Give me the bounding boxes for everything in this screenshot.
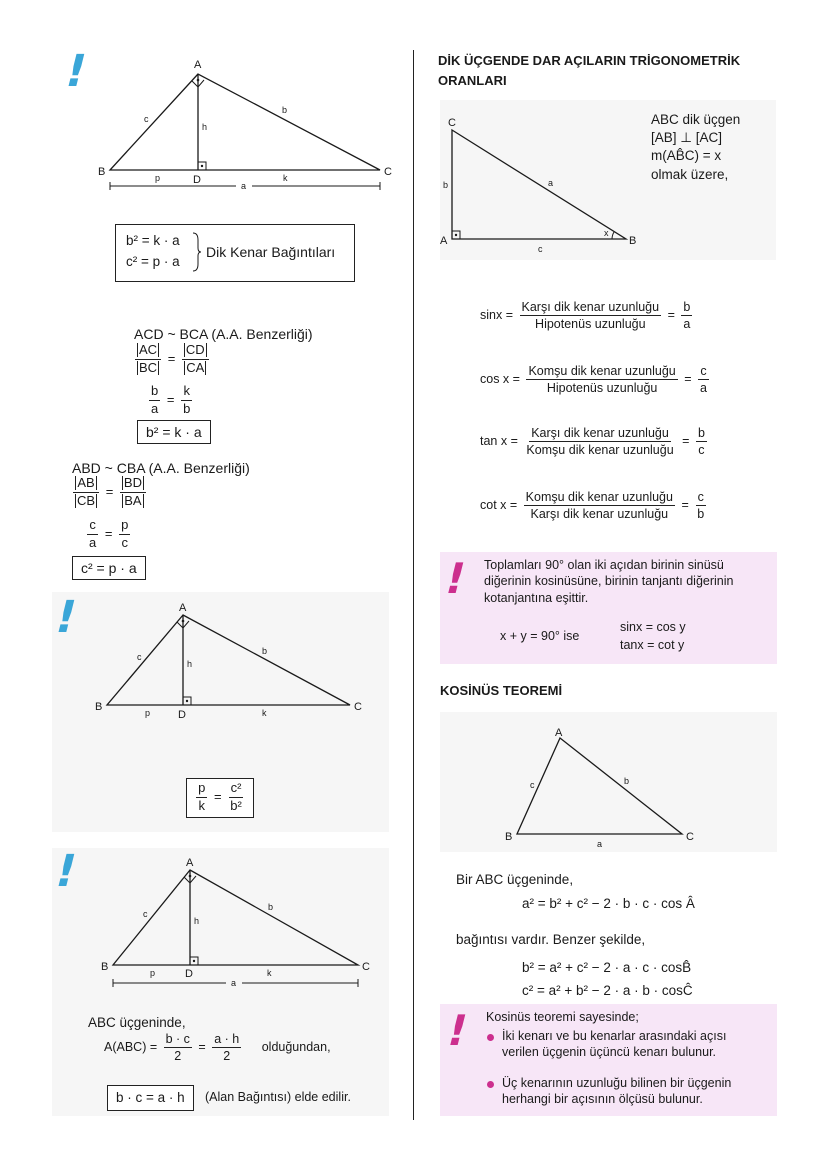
trig-rd: c xyxy=(698,443,705,458)
note-line: Toplamları 90° olan iki açıdan birinin sinüsü xyxy=(484,558,724,572)
bullet-line: İki kenarı ve bu kenarlar arasındaki açısı xyxy=(502,1029,727,1043)
frac-two: 2 xyxy=(223,1049,231,1064)
area-lhs: A(ABC) = xyxy=(104,1040,158,1055)
side-c: c xyxy=(144,114,149,124)
exclamation-icon: ! xyxy=(49,846,83,897)
segment-k: k xyxy=(283,173,288,183)
segment-p: p xyxy=(155,173,161,183)
area-intro: ABC üçgeninde, xyxy=(88,1015,186,1030)
cosine-formula-c: c² = a² + b² − 2 · a · b · cosĈ xyxy=(522,983,693,998)
vertex-c: C xyxy=(448,117,456,129)
side-b: b xyxy=(624,776,630,786)
equals-sign: = xyxy=(682,434,690,449)
bullet-line: Üç kenarının uzunluğu bilinen bir üçgenin xyxy=(502,1076,732,1090)
trig-rd: a xyxy=(700,381,707,396)
given-line: olmak üzere, xyxy=(651,166,729,182)
area-formula xyxy=(104,1032,331,1064)
vertex-a: A xyxy=(179,602,187,614)
equals-sign: = xyxy=(166,391,175,407)
vertex-d: D xyxy=(178,709,186,721)
frac-c-squared: c² xyxy=(229,781,244,798)
cosine-formula-a: a² = b² + c² − 2 · b · c · cos Â xyxy=(522,896,695,911)
trig-rn: c xyxy=(698,364,708,380)
vertex-b: B xyxy=(505,831,513,843)
frac-two: 2 xyxy=(174,1049,182,1064)
trig-rn: b xyxy=(696,426,707,442)
vertex-d: D xyxy=(193,174,201,186)
equals-sign: = xyxy=(198,1040,206,1055)
ratio-bd: BD xyxy=(123,475,142,490)
segment-p: p xyxy=(150,968,156,978)
note2-bullet-2 xyxy=(502,1075,731,1108)
frac-c2: c xyxy=(121,534,128,550)
vertex-c: C xyxy=(686,831,694,843)
equals-sign: = xyxy=(214,788,222,804)
equals-sign: = xyxy=(667,308,675,323)
vertex-a: A xyxy=(194,59,202,71)
frac-p: p xyxy=(196,781,207,798)
note-line: kotanjantına eşittir. xyxy=(484,590,589,605)
similarity-title-2: ABD ~ CBA (A.A. Benzerliği) xyxy=(72,460,250,476)
frac-ah: a · h xyxy=(212,1032,241,1048)
trig-fn: tan x = xyxy=(480,434,518,449)
note2-bullet-1 xyxy=(502,1028,726,1061)
cosine-formula-b: b² = a² + c² − 2 · a · c · cosB̂ xyxy=(522,960,692,975)
note-line: diğerinin kosinüsüne, birinin tanjantı diğerinin xyxy=(484,574,734,589)
note-condition: x + y = 90° ise xyxy=(500,629,580,643)
result-box-2: c² = p · a xyxy=(72,556,146,580)
trig-section-title: DİK ÜÇGENDE DAR AÇILARIN TRİGONOMETRİK ORANLARI xyxy=(438,53,741,89)
segment-k: k xyxy=(262,708,267,718)
frac-k: k xyxy=(181,384,192,401)
angle-x: x xyxy=(604,228,609,238)
ratio-cd: CD xyxy=(185,342,205,357)
ratio-ca: CA xyxy=(186,359,205,375)
trig-den: Komşu dik kenar uzunluğu xyxy=(526,443,674,458)
frac-k: k xyxy=(198,797,206,813)
equals-sign: = xyxy=(167,350,176,366)
cosine-section-title: KOSİNÜS TEOREMİ xyxy=(440,683,563,698)
equals-sign: = xyxy=(681,498,689,513)
ratio-cb: CB xyxy=(77,492,96,508)
area-relation-note: (Alan Bağıntısı) elde edilir. xyxy=(205,1090,351,1104)
segment-p: p xyxy=(145,708,151,718)
equals-sign: = xyxy=(105,483,114,499)
segment-k: k xyxy=(267,968,272,978)
vertex-b: B xyxy=(98,166,106,178)
frac-a: a xyxy=(89,534,97,550)
height-h: h xyxy=(202,122,208,132)
cosine-middle-text: bağıntısı vardır. Benzer şekilde, xyxy=(456,932,646,947)
vertex-c: C xyxy=(362,961,370,973)
side-b: b xyxy=(282,105,288,115)
side-c: c xyxy=(137,652,142,662)
area-relation-box: b · c = a · h xyxy=(107,1085,194,1111)
relation-c-squared: c² = p · a xyxy=(126,254,180,269)
note-result-1: sinx = cos y xyxy=(620,620,686,634)
vertex-a: A xyxy=(440,235,448,247)
trig-num: Karşı dik kenar uzunluğu xyxy=(520,300,662,316)
exclamation-icon: ! xyxy=(59,46,93,97)
vertex-c: C xyxy=(384,166,392,178)
side-a: a xyxy=(231,978,237,988)
vertex-c: C xyxy=(354,701,362,713)
result-box-1: b² = k · a xyxy=(137,420,211,444)
trig-den: Karşı dik kenar uzunluğu xyxy=(530,507,669,522)
equals-sign: = xyxy=(104,525,113,541)
trig-fn: cot x = xyxy=(480,498,518,513)
frac-b: b xyxy=(149,384,160,401)
vertex-b: B xyxy=(101,961,109,973)
ratio-bc: BC xyxy=(139,359,158,375)
given-line: m(AB̂C) = x xyxy=(651,148,722,164)
given-line: ABC dik üçgen xyxy=(651,112,741,127)
equals-sign: = xyxy=(684,372,692,387)
exclamation-icon: ! xyxy=(439,554,472,603)
note-result-2: tanx = cot y xyxy=(620,638,685,652)
bullet-icon xyxy=(487,1081,494,1088)
trig-fn: sinx = xyxy=(480,308,514,323)
trig-fn: cos x = xyxy=(480,372,520,387)
side-c: c xyxy=(143,909,148,919)
relation-label: Dik Kenar Bağıntıları xyxy=(206,244,336,260)
vertex-b: B xyxy=(95,701,103,713)
cosine-intro: Bir ABC üçgeninde, xyxy=(456,872,574,887)
area-tail: olduğundan, xyxy=(261,1040,331,1055)
side-a: a xyxy=(241,181,247,191)
trig-den: Hipotenüs uzunluğu xyxy=(546,381,658,396)
trig-rd: b xyxy=(697,507,705,522)
height-h: h xyxy=(194,916,200,926)
frac-a: a xyxy=(151,400,159,416)
side-b: b xyxy=(443,180,449,190)
bullet-icon xyxy=(487,1034,494,1041)
trig-num: Komşu dik kenar uzunluğu xyxy=(524,490,675,506)
height-h: h xyxy=(187,659,193,669)
given-line: [AB] ⊥ [AC] xyxy=(651,130,723,146)
bullet-line: herhangi bir açısının ölçüsü bulunur. xyxy=(502,1092,703,1107)
side-a: a xyxy=(597,839,603,849)
trig-rn: b xyxy=(681,300,692,316)
frac-p: p xyxy=(119,518,130,535)
vertex-a: A xyxy=(555,727,563,739)
frac-c: c xyxy=(87,518,98,535)
frac-b2: b xyxy=(183,400,191,416)
trig-num: Komşu dik kenar uzunluğu xyxy=(526,364,677,380)
vertex-b: B xyxy=(629,235,637,247)
ratio-ac: AC xyxy=(139,342,158,357)
vertex-a: A xyxy=(186,857,194,869)
side-b: b xyxy=(262,646,268,656)
bullet-line: verilen üçgenin üçüncü kenarı bulunur. xyxy=(502,1045,717,1060)
side-b: b xyxy=(268,902,274,912)
frac-b-squared: b² xyxy=(230,797,242,813)
side-c: c xyxy=(530,780,535,790)
relation-b-squared: b² = k · a xyxy=(126,233,180,248)
side-a: a xyxy=(548,178,554,188)
ratio-ba: BA xyxy=(124,492,142,508)
note2-title: Kosinüs teoremi sayesinde; xyxy=(486,1010,639,1024)
exclamation-icon: ! xyxy=(49,592,83,643)
similarity-title-1: ACD ~ BCA (A.A. Benzerliği) xyxy=(134,326,313,342)
side-c: c xyxy=(538,244,543,254)
trig-rn: c xyxy=(696,490,706,506)
frac-bc: b · c xyxy=(164,1032,192,1048)
trig-den: Hipotenüs uzunluğu xyxy=(535,317,646,332)
trig-rd: a xyxy=(683,317,691,332)
exclamation-icon: ! xyxy=(441,1006,474,1055)
ratio-ab: AB xyxy=(77,475,95,490)
vertex-d: D xyxy=(185,968,193,980)
trig-num: Karşı dik kenar uzunluğu xyxy=(529,426,671,442)
